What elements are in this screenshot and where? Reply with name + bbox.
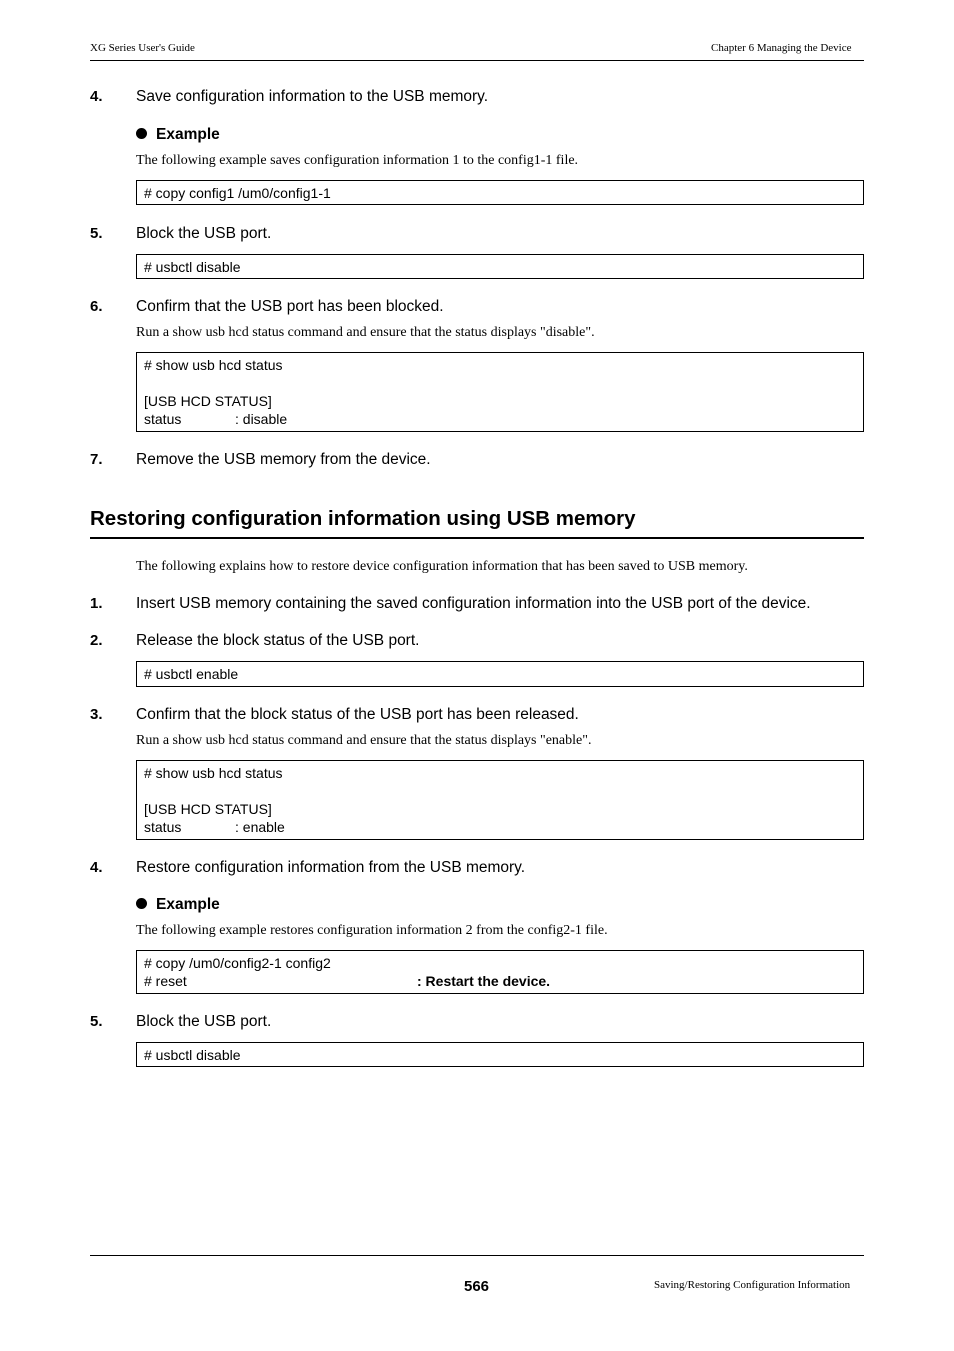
- output-key: status: [144, 819, 182, 835]
- section-intro: The following explains how to restore device configuration information that has been saved to USB memory.: [136, 559, 748, 574]
- command-note: : Restart the device.: [417, 973, 551, 989]
- command-line: # show usb hcd status: [144, 357, 283, 373]
- step-number: 5.: [90, 225, 103, 242]
- step-text: Save configuration information to the USB memory.: [136, 88, 489, 105]
- command-box: [136, 1042, 864, 1067]
- command-output-box: [136, 352, 864, 432]
- step-number: 7.: [90, 451, 103, 468]
- page-number: 566: [464, 1278, 490, 1295]
- step-number: 6.: [90, 298, 103, 315]
- step-description: Run a show usb hcd status command and ensure that the status displays "disable".: [136, 325, 595, 340]
- command-box: [136, 254, 864, 279]
- step-number: 5.: [90, 1013, 103, 1030]
- command-line: # usbctl disable: [144, 1047, 241, 1063]
- output-value: : disable: [235, 411, 288, 427]
- command-output-box: [136, 760, 864, 840]
- footer-rule: [90, 1255, 864, 1256]
- example-heading: [136, 896, 220, 914]
- step-text: Confirm that the block status of the USB port has been released.: [136, 706, 579, 723]
- footer-section-title: Saving/Restoring Configuration Information: [654, 1279, 851, 1291]
- section-heading: Restoring configuration information using USB memory: [90, 507, 636, 530]
- command-box: [136, 180, 864, 205]
- output-line: [USB HCD STATUS]: [144, 393, 272, 409]
- section-heading-rule: [90, 537, 864, 539]
- example-description: The following example saves configuration information 1 to the config1-1 file.: [136, 153, 579, 168]
- output-value: : enable: [235, 819, 285, 835]
- command-box: [136, 950, 864, 994]
- step-number: 3.: [90, 706, 103, 723]
- step-number: 1.: [90, 595, 103, 612]
- example-label: Example: [156, 126, 220, 143]
- bullet-dot-icon: [136, 128, 147, 139]
- example-description: The following example restores configuration information 2 from the config2-1 file.: [136, 923, 608, 938]
- command-line: # copy config1 /um0/config1-1: [144, 185, 331, 201]
- command-line: # usbctl enable: [144, 666, 239, 682]
- step-text: Block the USB port.: [136, 225, 272, 242]
- step-text: Restore configuration information from the USB memory.: [136, 859, 526, 876]
- example-heading: [136, 126, 220, 144]
- command-line: # copy /um0/config2-1 config2: [144, 955, 331, 971]
- bullet-dot-icon: [136, 898, 147, 909]
- command-box: [136, 661, 864, 687]
- step-number: 4.: [90, 859, 103, 876]
- header-rule: [90, 60, 864, 61]
- example-label: Example: [156, 896, 220, 913]
- header-guide-title: XG Series User's Guide: [90, 42, 195, 54]
- step-text: Remove the USB memory from the device.: [136, 451, 431, 468]
- command-line: # usbctl disable: [144, 259, 241, 275]
- output-line: [USB HCD STATUS]: [144, 801, 272, 817]
- step-text: Block the USB port.: [136, 1013, 272, 1030]
- output-key: status: [144, 411, 182, 427]
- command-line: # reset: [144, 973, 187, 989]
- header-chapter-title: Chapter 6 Managing the Device: [711, 42, 852, 54]
- step-text: Insert USB memory containing the saved configuration information into the USB port of the device.: [136, 595, 811, 612]
- step-text: Release the block status of the USB port.: [136, 632, 420, 649]
- step-text: Confirm that the USB port has been blocked.: [136, 298, 444, 315]
- step-number: 4.: [90, 88, 103, 105]
- step-number: 2.: [90, 632, 103, 649]
- step-description: Run a show usb hcd status command and ensure that the status displays "enable".: [136, 733, 592, 748]
- command-line: # show usb hcd status: [144, 765, 283, 781]
